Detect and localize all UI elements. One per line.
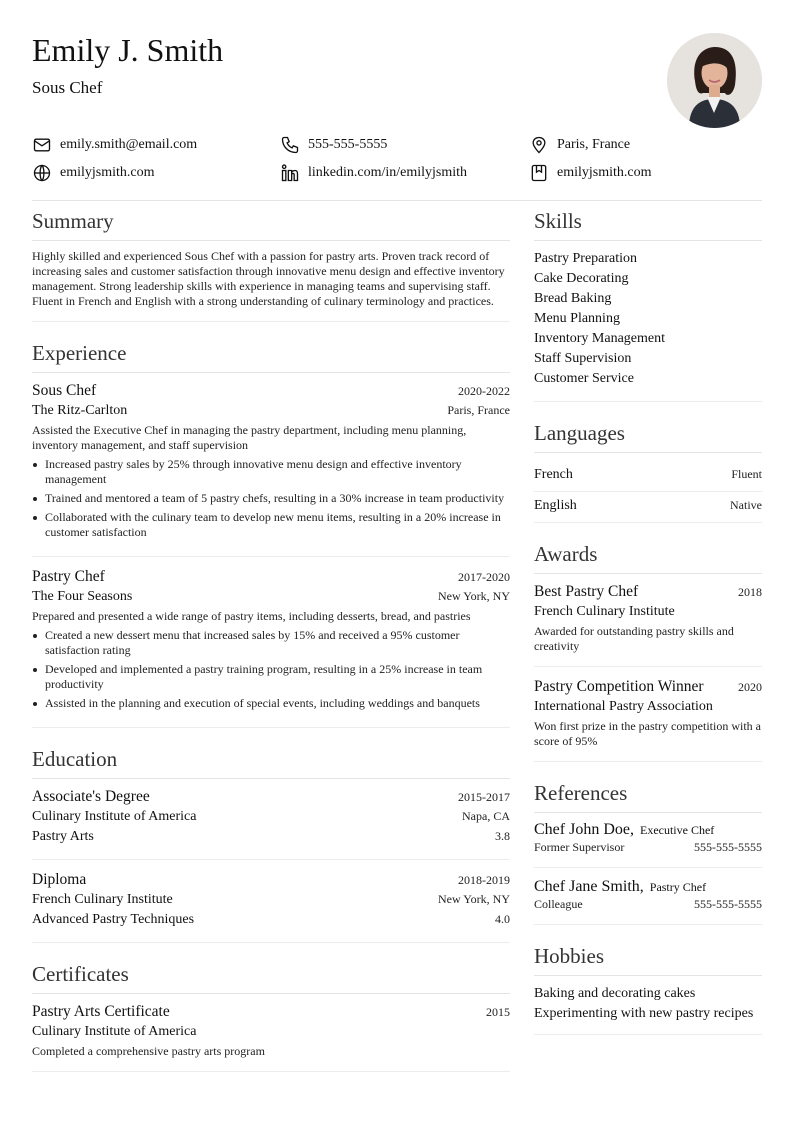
hobbies-list <box>534 984 762 1034</box>
experience-location: New York, NY <box>437 589 510 603</box>
reference-position: Executive Chef <box>639 823 715 837</box>
experience-bullet: Assisted in the planning and execution of special events, including weddings and banquets <box>32 696 510 711</box>
education-entry <box>32 859 510 942</box>
award-entry <box>534 666 762 761</box>
full-name: Emily J. Smith <box>32 32 224 68</box>
left-column <box>32 208 510 1090</box>
award-description: Awarded for outstanding pastry skills and creativity <box>534 624 734 653</box>
skills-heading: Skills <box>534 208 762 241</box>
reference-name: Chef John Doe, <box>534 821 634 838</box>
contact-info <box>32 135 762 183</box>
experience-entry <box>32 381 510 556</box>
language-item <box>534 461 762 491</box>
education-location: New York, NY <box>437 892 510 906</box>
profile-photo <box>667 33 762 128</box>
linkedin-icon <box>280 163 300 183</box>
education-location: Napa, CA <box>462 809 510 823</box>
summary-text: Highly skilled and experienced Sous Chef with a passion for pastry arts. Proven track record of increasing sales and customer satisfaction through innovative menu design and effective inventory management. Strong leadership skills with experience in managing teams and supervising staff. Fluent in French and English with a strong understanding of culinary terminology and practices. <box>32 249 505 308</box>
language-level: Fluent <box>731 467 762 481</box>
experience-bullet: Created a new dessert menu that increased sales by 15% and received a 95% customer satisfaction rating <box>32 628 510 658</box>
skills-section <box>534 208 762 402</box>
award-year: 2018 <box>738 585 762 599</box>
experience-position: Pastry Chef <box>32 568 105 585</box>
award-issuer: French Culinary Institute <box>534 604 675 619</box>
education-field: Pastry Arts <box>32 829 94 844</box>
education-gpa: 4.0 <box>495 912 510 926</box>
contact-website-text: emilyjsmith.com <box>60 165 155 180</box>
languages-section <box>534 420 762 523</box>
references-section <box>534 780 762 925</box>
reference-entry <box>534 867 762 924</box>
contact-email[interactable] <box>32 135 280 155</box>
contact-portfolio-text: emilyjsmith.com <box>557 165 652 180</box>
experience-company: The Four Seasons <box>32 589 133 604</box>
contact-location-text: Paris, France <box>557 137 631 152</box>
contact-phone-text: 555-555-5555 <box>308 137 388 152</box>
globe-icon <box>32 163 52 183</box>
contact-email-text: emily.smith@email.com <box>60 137 198 152</box>
hobbies-heading: Hobbies <box>534 943 762 976</box>
hobbies-section <box>534 943 762 1035</box>
reference-position: Pastry Chef <box>649 880 707 894</box>
education-school: Culinary Institute of America <box>32 809 197 824</box>
skill-item: Pastry Preparation <box>534 251 638 266</box>
education-gpa: 3.8 <box>495 829 510 843</box>
contact-linkedin-text: linkedin.com/in/emilyjsmith <box>308 165 468 180</box>
contact-portfolio[interactable] <box>529 163 762 183</box>
experience-dates: 2017-2020 <box>458 570 510 584</box>
location-pin-icon <box>529 135 549 155</box>
certificates-heading: Certificates <box>32 961 510 994</box>
award-year: 2020 <box>738 680 762 694</box>
award-description: Won first prize in the pastry competition with a score of 95% <box>534 719 761 748</box>
award-entry <box>534 582 762 666</box>
right-column <box>534 208 762 1053</box>
certificate-name: Pastry Arts Certificate <box>32 1003 170 1020</box>
languages-heading: Languages <box>534 420 762 453</box>
hobby-item: Experimenting with new pastry recipes <box>534 1006 754 1021</box>
experience-bullets <box>32 457 510 540</box>
education-degree: Associate's Degree <box>32 788 150 805</box>
certificate-issuer: Culinary Institute of America <box>32 1024 197 1039</box>
summary-heading: Summary <box>32 208 510 241</box>
experience-bullet: Developed and implemented a pastry training program, resulting in a 25% increase in team productivity <box>32 662 510 692</box>
reference-phone[interactable]: 555-555-5555 <box>694 840 762 854</box>
skills-list <box>534 249 762 401</box>
skill-item: Inventory Management <box>534 331 666 346</box>
certificate-year: 2015 <box>486 1005 510 1019</box>
certificates-section <box>32 961 510 1072</box>
phone-icon <box>280 135 300 155</box>
education-entry <box>32 787 510 859</box>
envelope-icon <box>32 135 52 155</box>
summary-section <box>32 208 510 322</box>
job-title: Sous Chef <box>32 78 103 97</box>
experience-description: Prepared and presented a wide range of pastry items, including desserts, bread, and pastries <box>32 609 471 623</box>
education-dates: 2018-2019 <box>458 873 510 887</box>
education-field: Advanced Pastry Techniques <box>32 912 195 927</box>
language-item <box>534 491 762 522</box>
language-level: Native <box>730 498 762 512</box>
hobby-item: Baking and decorating cakes <box>534 986 696 1001</box>
education-heading: Education <box>32 746 510 779</box>
portrait-icon <box>667 33 762 128</box>
contact-linkedin[interactable] <box>280 163 529 183</box>
reference-relation: Colleague <box>534 897 583 911</box>
resume-header <box>32 30 762 130</box>
skill-item: Menu Planning <box>534 311 620 326</box>
experience-location: Paris, France <box>447 403 510 417</box>
education-degree: Diploma <box>32 871 87 888</box>
certificate-entry <box>32 1002 510 1071</box>
experience-bullet: Collaborated with the culinary team to develop new menu items, resulting in a 20% increase in customer satisfaction <box>32 510 510 540</box>
experience-section <box>32 340 510 728</box>
experience-company: The Ritz-Carlton <box>32 403 128 418</box>
experience-bullet: Increased pastry sales by 25% through innovative menu design and effective inventory management <box>32 457 510 487</box>
contact-phone[interactable] <box>280 135 529 155</box>
bookmark-icon <box>529 163 549 183</box>
skill-item: Customer Service <box>534 371 634 386</box>
skill-item: Staff Supervision <box>534 351 632 366</box>
header-divider <box>32 200 762 201</box>
award-name: Best Pastry Chef <box>534 583 639 600</box>
skill-item: Cake Decorating <box>534 271 629 286</box>
reference-relation: Former Supervisor <box>534 840 625 854</box>
language-name: English <box>534 498 577 513</box>
education-school: French Culinary Institute <box>32 892 173 907</box>
references-heading: References <box>534 780 762 813</box>
award-name: Pastry Competition Winner <box>534 678 704 695</box>
reference-entry <box>534 821 762 867</box>
awards-heading: Awards <box>534 541 762 574</box>
reference-phone[interactable]: 555-555-5555 <box>694 897 762 911</box>
education-dates: 2015-2017 <box>458 790 510 804</box>
experience-entry <box>32 556 510 727</box>
experience-position: Sous Chef <box>32 382 97 399</box>
experience-dates: 2020-2022 <box>458 384 510 398</box>
awards-section <box>534 541 762 762</box>
experience-description: Assisted the Executive Chef in managing the pastry department, including menu planning, inventory management, and staff supervision <box>32 423 467 452</box>
certificate-description: Completed a comprehensive pastry arts program <box>32 1044 265 1058</box>
contact-website[interactable] <box>32 163 280 183</box>
award-issuer: International Pastry Association <box>534 699 713 714</box>
experience-bullets <box>32 628 510 711</box>
education-section <box>32 746 510 943</box>
language-name: French <box>534 467 573 482</box>
reference-name: Chef Jane Smith, <box>534 878 644 895</box>
contact-location <box>529 135 762 155</box>
experience-bullet: Trained and mentored a team of 5 pastry chefs, resulting in a 30% increase in team productivity <box>32 491 510 506</box>
skill-item: Bread Baking <box>534 291 612 306</box>
experience-heading: Experience <box>32 340 510 373</box>
